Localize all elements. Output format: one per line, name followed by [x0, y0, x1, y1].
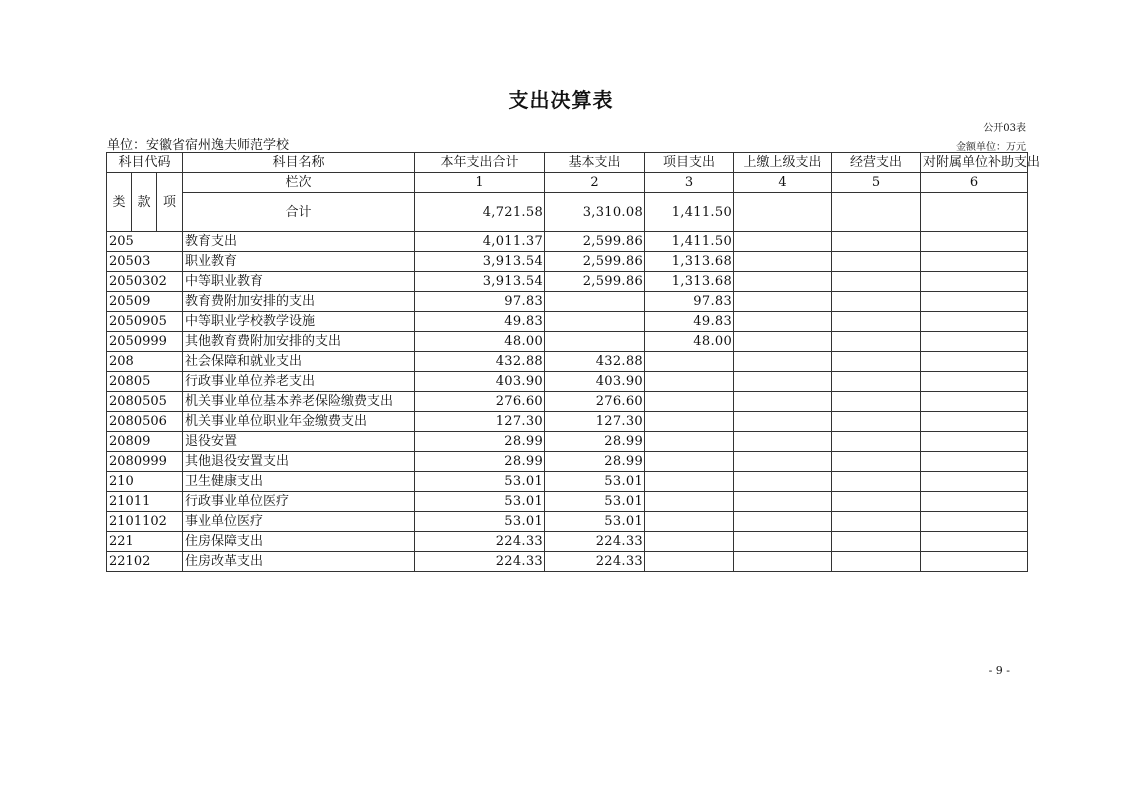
- total-amount: 432.88: [415, 352, 545, 372]
- subject-name: 住房保障支出: [183, 532, 415, 552]
- empty-cell: [832, 292, 921, 312]
- empty-cell: [832, 552, 921, 572]
- header-lei: 类: [107, 173, 132, 232]
- empty-cell: [921, 532, 1028, 552]
- empty-cell: [832, 392, 921, 412]
- subject-name: 中等职业教育: [183, 272, 415, 292]
- empty-cell: [921, 272, 1028, 292]
- project-amount: 48.00: [645, 332, 734, 352]
- table-row: [107, 432, 1028, 452]
- column-number: 2: [545, 173, 645, 193]
- table-row: [107, 272, 1028, 292]
- subject-code: 20805: [107, 372, 183, 392]
- basic-amount: [545, 292, 645, 312]
- subject-code: 205: [107, 232, 183, 252]
- project-amount: 1,411.50: [645, 232, 734, 252]
- table-row: [107, 232, 1028, 252]
- header-business: 经营支出: [832, 153, 921, 173]
- header-subject-name: 科目名称: [183, 153, 415, 173]
- project-amount: 97.83: [645, 292, 734, 312]
- table-row: [107, 312, 1028, 332]
- table-row: [107, 332, 1028, 352]
- table-row: [107, 372, 1028, 392]
- project-amount: [645, 492, 734, 512]
- table-row: [107, 252, 1028, 272]
- empty-cell: [734, 392, 832, 412]
- empty-cell: [921, 332, 1028, 352]
- empty-cell: [734, 332, 832, 352]
- basic-amount: 2,599.86: [545, 252, 645, 272]
- total-basic: 3,310.08: [545, 193, 645, 232]
- project-amount: 1,313.68: [645, 252, 734, 272]
- subject-name: 住房改革支出: [183, 552, 415, 572]
- header-total: 本年支出合计: [415, 153, 545, 173]
- empty-cell: [832, 492, 921, 512]
- project-amount: [645, 552, 734, 572]
- empty-cell: [734, 492, 832, 512]
- empty-cell: [734, 532, 832, 552]
- subject-code: 21011: [107, 492, 183, 512]
- empty-cell: [734, 352, 832, 372]
- subject-code: 20509: [107, 292, 183, 312]
- empty-cell: [832, 432, 921, 452]
- total-amount: 127.30: [415, 412, 545, 432]
- basic-amount: 53.01: [545, 472, 645, 492]
- subject-name: 机关事业单位职业年金缴费支出: [183, 412, 415, 432]
- subject-name: 退役安置: [183, 432, 415, 452]
- table-row: [107, 392, 1028, 412]
- subject-name: 机关事业单位基本养老保险缴费支出: [183, 392, 415, 412]
- basic-amount: 53.01: [545, 492, 645, 512]
- basic-amount: 276.60: [545, 392, 645, 412]
- subject-code: 2050905: [107, 312, 183, 332]
- total-amount: 97.83: [415, 292, 545, 312]
- empty-cell: [921, 472, 1028, 492]
- empty-cell: [734, 472, 832, 492]
- empty-cell: [921, 412, 1028, 432]
- project-amount: [645, 532, 734, 552]
- project-amount: [645, 472, 734, 492]
- table-row: [107, 532, 1028, 552]
- empty-cell: [921, 193, 1028, 232]
- empty-cell: [734, 412, 832, 432]
- page-number: - 9 -: [988, 664, 1010, 677]
- subject-code: 20503: [107, 252, 183, 272]
- header-subsidy: 对附属单位补助支出: [921, 153, 1028, 173]
- subject-name: 其他教育费附加安排的支出: [183, 332, 415, 352]
- empty-cell: [921, 292, 1028, 312]
- empty-cell: [921, 232, 1028, 252]
- subject-code: 2080506: [107, 412, 183, 432]
- subject-name: 事业单位医疗: [183, 512, 415, 532]
- subject-code: 2080505: [107, 392, 183, 412]
- empty-cell: [921, 352, 1028, 372]
- total-amount: 3,913.54: [415, 252, 545, 272]
- empty-cell: [921, 392, 1028, 412]
- project-amount: [645, 392, 734, 412]
- subject-name: 卫生健康支出: [183, 472, 415, 492]
- total-amount: 4,011.37: [415, 232, 545, 252]
- table-row: [107, 552, 1028, 572]
- page-title: 支出决算表: [508, 88, 614, 112]
- empty-cell: [921, 432, 1028, 452]
- project-amount: [645, 372, 734, 392]
- empty-cell: [734, 452, 832, 472]
- total-amount: 276.60: [415, 392, 545, 412]
- header-remit-upper: 上缴上级支出: [734, 153, 832, 173]
- empty-cell: [832, 272, 921, 292]
- subject-code: 20809: [107, 432, 183, 452]
- subject-name: 职业教育: [183, 252, 415, 272]
- unit-label: 单位：安徽省宿州逸夫师范学校: [107, 138, 290, 153]
- header-kuan: 款: [132, 173, 157, 232]
- basic-amount: 127.30: [545, 412, 645, 432]
- table-row: [107, 472, 1028, 492]
- form-code: 公开03表: [983, 123, 1026, 134]
- table-row: [107, 452, 1028, 472]
- empty-cell: [832, 372, 921, 392]
- empty-cell: [832, 332, 921, 352]
- empty-cell: [734, 232, 832, 252]
- empty-cell: [921, 492, 1028, 512]
- subject-name: 其他退役安置支出: [183, 452, 415, 472]
- column-number-row: [107, 173, 1028, 193]
- header-project: 项目支出: [645, 153, 734, 173]
- basic-amount: 28.99: [545, 432, 645, 452]
- empty-cell: [921, 512, 1028, 532]
- subject-code: 2080999: [107, 452, 183, 472]
- total-amount: 53.01: [415, 492, 545, 512]
- empty-cell: [832, 472, 921, 492]
- header-subject-code: 科目代码: [107, 153, 183, 173]
- empty-cell: [832, 352, 921, 372]
- empty-cell: [832, 312, 921, 332]
- total-amount: 403.90: [415, 372, 545, 392]
- project-amount: [645, 452, 734, 472]
- empty-cell: [734, 193, 832, 232]
- basic-amount: [545, 312, 645, 332]
- empty-cell: [832, 193, 921, 232]
- table-row: [107, 412, 1028, 432]
- table-row: [107, 492, 1028, 512]
- empty-cell: [832, 452, 921, 472]
- empty-cell: [921, 252, 1028, 272]
- basic-amount: 28.99: [545, 452, 645, 472]
- basic-amount: 403.90: [545, 372, 645, 392]
- basic-amount: 432.88: [545, 352, 645, 372]
- empty-cell: [921, 372, 1028, 392]
- total-amount: 28.99: [415, 432, 545, 452]
- total-amount: 49.83: [415, 312, 545, 332]
- subject-name: 行政事业单位医疗: [183, 492, 415, 512]
- subject-code: 208: [107, 352, 183, 372]
- project-amount: [645, 352, 734, 372]
- empty-cell: [921, 452, 1028, 472]
- empty-cell: [734, 312, 832, 332]
- empty-cell: [734, 512, 832, 532]
- total-label: 合计: [183, 193, 415, 232]
- empty-cell: [734, 372, 832, 392]
- basic-amount: 224.33: [545, 552, 645, 572]
- empty-cell: [832, 252, 921, 272]
- total-row: [107, 193, 1028, 232]
- column-number: 1: [415, 173, 545, 193]
- empty-cell: [921, 552, 1028, 572]
- basic-amount: [545, 332, 645, 352]
- subject-code: 2050999: [107, 332, 183, 352]
- project-amount: [645, 412, 734, 432]
- project-amount: 49.83: [645, 312, 734, 332]
- subject-code: 2050302: [107, 272, 183, 292]
- expenditure-table: [106, 152, 1041, 572]
- header-lanci: 栏次: [183, 173, 415, 193]
- total-amount: 3,913.54: [415, 272, 545, 292]
- total-amount: 224.33: [415, 532, 545, 552]
- subject-name: 社会保障和就业支出: [183, 352, 415, 372]
- subject-name: 行政事业单位养老支出: [183, 372, 415, 392]
- total-amount: 48.00: [415, 332, 545, 352]
- total-amount: 4,721.58: [415, 193, 545, 232]
- project-amount: [645, 512, 734, 532]
- empty-cell: [832, 532, 921, 552]
- subject-code: 22102: [107, 552, 183, 572]
- table-row: [107, 512, 1028, 532]
- subject-code: 221: [107, 532, 183, 552]
- empty-cell: [832, 232, 921, 252]
- empty-cell: [832, 412, 921, 432]
- header-row: [107, 153, 1028, 173]
- basic-amount: 224.33: [545, 532, 645, 552]
- header-xiang: 项: [157, 173, 183, 232]
- total-amount: 28.99: [415, 452, 545, 472]
- total-project: 1,411.50: [645, 193, 734, 232]
- column-number: 5: [832, 173, 921, 193]
- subject-name: 中等职业学校教学设施: [183, 312, 415, 332]
- basic-amount: 53.01: [545, 512, 645, 532]
- total-amount: 53.01: [415, 512, 545, 532]
- empty-cell: [734, 252, 832, 272]
- table-row: [107, 292, 1028, 312]
- header-basic: 基本支出: [545, 153, 645, 173]
- column-number: 4: [734, 173, 832, 193]
- amount-unit: 金额单位：万元: [956, 142, 1026, 153]
- total-amount: 53.01: [415, 472, 545, 492]
- subject-name: 教育费附加安排的支出: [183, 292, 415, 312]
- subject-code: 210: [107, 472, 183, 492]
- subject-name: 教育支出: [183, 232, 415, 252]
- basic-amount: 2,599.86: [545, 272, 645, 292]
- empty-cell: [734, 272, 832, 292]
- table-row: [107, 352, 1028, 372]
- project-amount: [645, 432, 734, 452]
- basic-amount: 2,599.86: [545, 232, 645, 252]
- column-number: 3: [645, 173, 734, 193]
- total-amount: 224.33: [415, 552, 545, 572]
- empty-cell: [921, 312, 1028, 332]
- column-number: 6: [921, 173, 1028, 193]
- empty-cell: [734, 552, 832, 572]
- empty-cell: [832, 512, 921, 532]
- subject-code: 2101102: [107, 512, 183, 532]
- empty-cell: [734, 432, 832, 452]
- empty-cell: [734, 292, 832, 312]
- project-amount: 1,313.68: [645, 272, 734, 292]
